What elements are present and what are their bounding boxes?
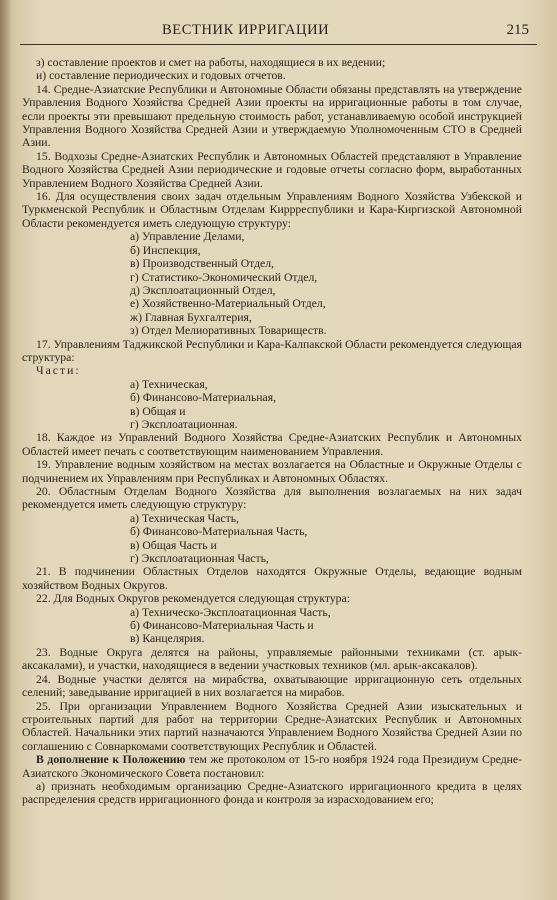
list-item: г) Эксплоатационная. [130, 417, 238, 431]
paragraph-18: 18. Каждое из Управлений Водного Хозяйства Средне-Азиатских Республик и Автономных Областей имеет печать с соответствующим наименованием Управления. [22, 431, 522, 458]
list-item: а) Техническо-Эксплоатационная Часть, [130, 605, 331, 619]
running-header [20, 22, 537, 45]
list-item: а) Управление Делами, [130, 230, 245, 244]
list-item: д) Эксплоатационный Отдел, [130, 283, 276, 297]
paragraph-17: 17. Управлениям Таджикской Республики и Кара-Калпакской Области рекомендуется следующая структура: [22, 337, 522, 364]
addendum-paragraph [22, 753, 522, 780]
paragraph-19: 19. Управление водным хозяйством на местах возлагается на Областные и Окружные Отделы с подчинением их Управлениям при Республиках и Автономных Областях. [22, 458, 522, 485]
paragraph-14: 14. Средне-Азиатские Республики и Автономные Области обязаны представлять на утверждение Управления Водного Хозяйства Средней Азии проекты на ирригационные работы в том случае, если проекты эти превышают предельную стоимость работ, устанавливаемую особой инструкцией Управления Водного Хозяйства Средней Азии и утверждаемую Уполномоченным СТО в Средней Азии. [22, 82, 522, 150]
paragraph-24: 24. Водные участки делятся на мирабства, охватывающие ирригационную сеть отдельных селений; заведывание ирригацией в них возлагается на мирабов. [22, 672, 522, 700]
list-item: а) Техническая Часть, [130, 511, 239, 525]
paragraph-15: 15. Водхозы Средне-Азиатских Республик и Автономных Областей представляют в Управление Водного Хозяйства Средней Азии периодические и годовые отчеты согласно форм, выработанных Управлением Водного Хозяйства Средней Азии. [22, 149, 522, 190]
paragraph-25: 25. При организации Управлением Водного Хозяйства Средней Азии изыскательных и строительных партий для работ на территории Средне-Азиатских Республик и Автономных Областей. Начальники этих партий назначаются Управлением Водного Хозяйства Средней Азии по соглашению с Совнаркомами соответствующих Республик и Областей. [22, 699, 522, 753]
text-line: з) составление проектов и смет на работы, находящиеся в их ведении; [36, 56, 386, 69]
addendum-item-a: а) признать необходимым организацию Средне-Азиатского ирригационного кредита в целях распределения средств ирригационного фонда и контроля за израсходованием его; [22, 779, 522, 807]
list-item: б) Инспекция, [130, 243, 201, 257]
page-number: 215 [506, 22, 529, 38]
list-item: а) Техническая, [130, 377, 208, 391]
parts-heading: Части: [36, 364, 81, 378]
list-item: б) Финансово-Материальная Часть и [130, 619, 314, 633]
list-item: е) Хозяйственно-Материальный Отдел, [130, 297, 326, 311]
list-item: в) Канцелярия. [130, 632, 205, 646]
addendum-lead: В дополнение к Положению [36, 753, 186, 767]
paragraph-16: 16. Для осуществления своих задач отдельным Управлениям Водного Хозяйства Узбекской и Туркменской Республик и Областным Отделам Киррреспублики и Кара-Киргизской Автономной Области рекомендуется иметь следующую структуру: [22, 190, 522, 230]
paragraph-23: 23. Водные Округа делятся на районы, управляемые районными техниками (ст. арык-аксакалами), и участки, находящиеся в ведении участковых техников (мл. арык-аксакалов). [22, 645, 522, 673]
text-line: и) составление периодических и годовых отчетов. [36, 69, 286, 83]
body-text [22, 56, 522, 807]
list-item: б) Финансово-Материальная, [130, 391, 277, 405]
list-item: в) Общая Часть и [130, 538, 217, 552]
list-item: б) Финансово-Материальная Часть, [130, 525, 308, 539]
paragraph-21: 21. В подчинении Областных Отделов находятся Окружные Отделы, ведающие водным хозяйством Водных Округов. [22, 565, 522, 592]
list-item: г) Статистико-Экономический Отдел, [130, 270, 318, 284]
journal-title: ВЕСТНИК ИРРИГАЦИИ [162, 22, 330, 38]
paragraph-22: 22. Для Водных Округов рекомендуется следующая структура: [36, 592, 350, 606]
addendum-text: тем же протоколом от 15-го ноября 1924 года Президиум Средне-Азиатского Экономического Совета постановил: [22, 753, 523, 780]
list-item: ж) Главная Бухгалтерия, [130, 310, 252, 324]
list-item: в) Общая и [130, 404, 186, 418]
book-spine-shadow [0, 0, 10, 900]
list-item: в) Производственный Отдел, [130, 257, 274, 271]
list-item: г) Эксплоатационная Часть, [130, 552, 269, 566]
list-item: з) Отдел Мелиоративных Товариществ. [130, 324, 327, 338]
paragraph-20: 20. Областным Отделам Водного Хозяйства для выполнения возлагаемых на них задач рекомендуется иметь следующую структуру: [22, 485, 522, 512]
